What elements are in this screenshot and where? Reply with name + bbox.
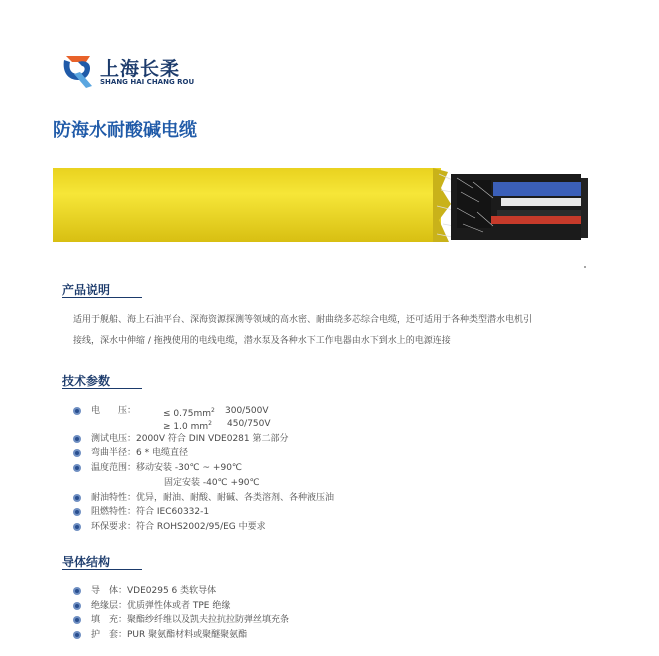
bullet-icon (73, 464, 81, 472)
bullet-icon (73, 449, 81, 457)
bullet-icon (73, 616, 81, 624)
spec-voltage-2-value: 450/750V (227, 419, 271, 429)
spec-voltage-2: ≥ 1.0 mm (163, 422, 209, 432)
spec-voltage-1: ≤ 0.75mm (163, 409, 211, 419)
bullet-icon (73, 602, 81, 610)
spec-resist: 耐油特性：优异，耐油、耐酸、耐碱、各类溶剂、各种液压油 (91, 493, 335, 503)
logo-chinese-text: 上海长柔 (100, 58, 181, 80)
company-logo (60, 52, 195, 92)
structure-filler: 填 充：聚酯纱纤维以及凯夫拉抗拉防弹丝填充条 (91, 615, 290, 625)
spec-voltage-1-value: 300/500V (225, 406, 269, 416)
bullet-icon (73, 407, 81, 415)
structure-sheath: 护 套：PUR 聚氨酯材料或聚醚聚氨酯 (91, 630, 248, 640)
bullet-icon (73, 631, 81, 639)
structure-insulation: 绝缘层：优质弹性体或者 TPE 绝缘 (91, 601, 231, 611)
cable-image (53, 168, 588, 242)
section-underline (62, 297, 142, 298)
page-title: 防海水耐酸碱电缆 (53, 120, 197, 141)
bullet-icon (73, 435, 81, 443)
structure-conductor: 导 体：VDE0295 6 类软导体 (91, 586, 217, 596)
bullet-icon (73, 523, 81, 531)
superscript: 2 (208, 420, 212, 427)
description-line-2: 接线，深水中伸缩 / 拖拽使用的电线电缆，潜水泵及各种水下工作电器由水下到水上的电源连接 (73, 336, 451, 346)
section-heading-technical: 技术参数 (62, 374, 111, 388)
logo-mark-icon (60, 52, 94, 90)
spec-flame: 阻燃特性：符合 IEC60332-1 (91, 507, 210, 517)
spec-test: 测试电压：2000V 符合 DIN VDE0281 第二部分 (91, 434, 289, 444)
section-underline (62, 569, 142, 570)
spec-voltage-label: 电 压： (91, 406, 137, 416)
section-underline (62, 388, 142, 389)
description-line-1: 适用于舰船、海上石油平台、深海资源探测等领域的高水密、耐曲绕多芯综合电缆，还可适用于各种类型潜水电机引 (73, 315, 533, 325)
spec-temp-1: 温度范围：移动安装 -30℃ ~ +90℃ (91, 463, 243, 473)
logo-english-text: SHANG HAI CHANG ROU (100, 78, 195, 86)
spec-env: 环保要求：符合 ROHS2002/95/EG 中要求 (91, 522, 266, 532)
superscript: 2 (210, 407, 215, 414)
bullet-icon (73, 587, 81, 595)
spec-bend: 弯曲半径：6 * 电缆直径 (91, 448, 188, 458)
section-heading-structure: 导体结构 (62, 555, 111, 569)
stray-dot (584, 266, 586, 268)
bullet-icon (73, 508, 81, 516)
spec-temp-2: 固定安装 -40℃ +90℃ (164, 478, 260, 488)
section-heading-description: 产品说明 (62, 283, 111, 297)
bullet-icon (73, 494, 81, 502)
